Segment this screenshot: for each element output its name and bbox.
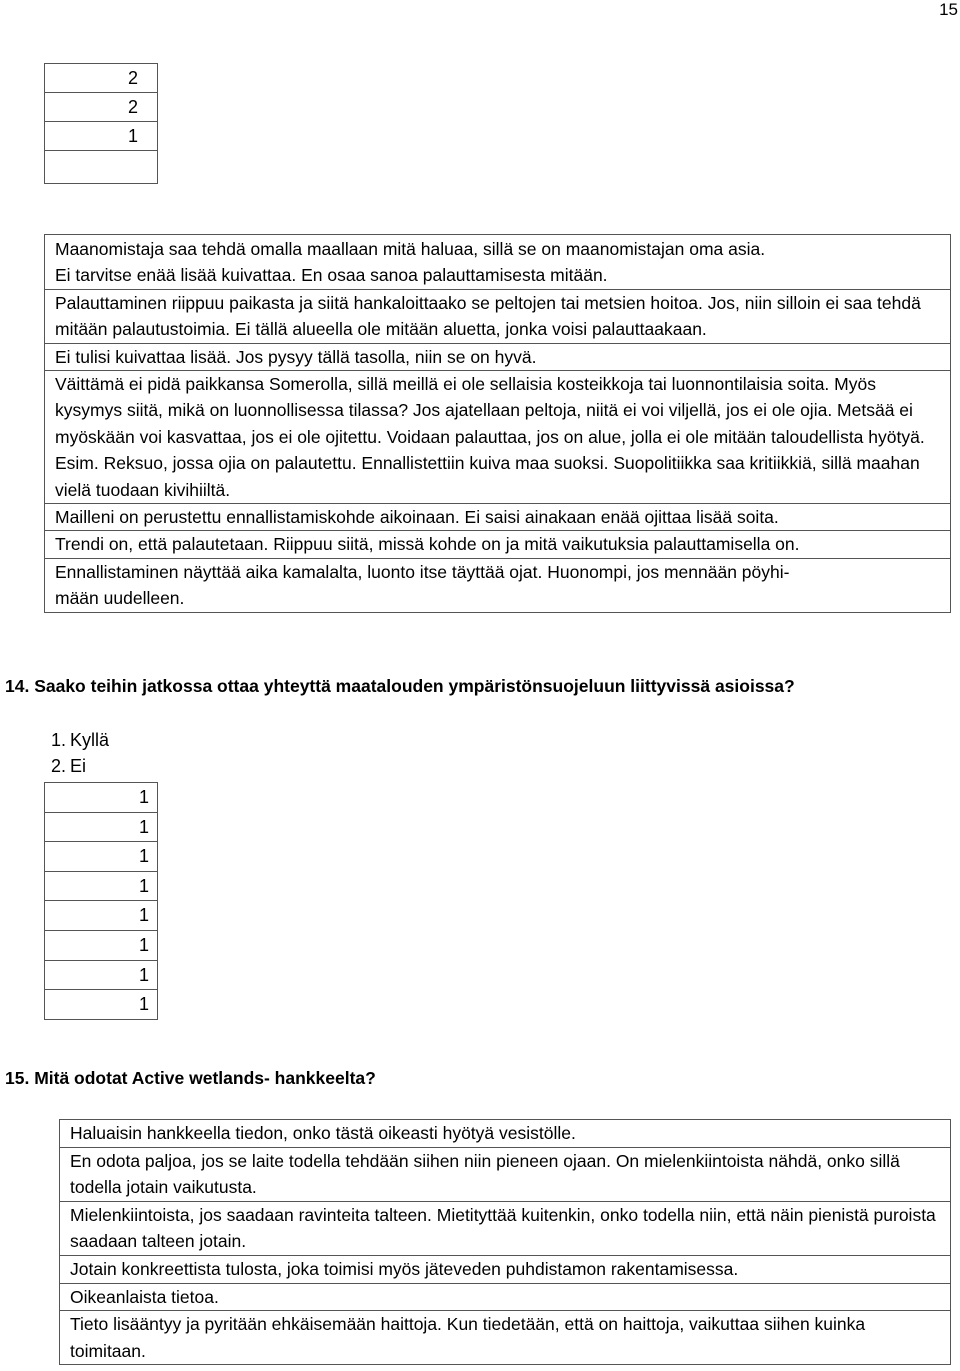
table-cell <box>45 151 158 184</box>
list-item <box>0 727 109 753</box>
response-line: Maanomistaja saa tehdä omalla maallaan mitä haluaa, sillä se on maanomistajan oma asia. <box>55 239 766 259</box>
table-row <box>45 93 158 122</box>
table-row <box>45 842 158 872</box>
responses-table-2 <box>59 1119 951 1365</box>
table-row <box>60 1201 951 1255</box>
table-cell: 1 <box>45 783 158 813</box>
option-label: Kyllä <box>70 730 110 750</box>
response-cell: Haluaisin hankkeella tiedon, onko tästä oikeasti hyötyä vesistölle. <box>60 1120 951 1148</box>
table-row <box>45 558 951 612</box>
table-row <box>45 871 158 901</box>
table-cell: 1 <box>45 930 158 960</box>
table-row <box>45 990 158 1020</box>
answer-count-table-1 <box>44 63 158 184</box>
response-line: Ei tarvitse enää lisää kuivattaa. En osaa sanoa palauttamisesta mitään. <box>55 265 608 286</box>
table-row <box>45 343 951 370</box>
table-cell: 1 <box>45 871 158 901</box>
table-cell: 1 <box>45 812 158 842</box>
response-cell: Oikeanlaista tietoa. <box>60 1283 951 1311</box>
answer-count-table-2 <box>44 782 158 1020</box>
response-cell: Mailleni on perustettu ennallistamiskohde aikoinaan. Ei saisi ainakaan enää ojittaa lisää soita. <box>45 504 951 531</box>
question-14-options <box>0 727 109 779</box>
table-cell: 1 <box>45 990 158 1020</box>
table-row <box>45 504 951 531</box>
response-cell: En odota paljoa, jos se laite todella tehdään siihen niin pieneen ojaan. On mielenkiintoista nähdä, onko sillä todella jotain vaikutusta. <box>60 1147 951 1201</box>
response-line: mään uudelleen. <box>55 588 185 609</box>
table-row <box>45 783 158 813</box>
table-row <box>45 930 158 960</box>
table-cell: 1 <box>45 842 158 872</box>
response-cell: Ei tulisi kuivattaa lisää. Jos pysyy tällä tasolla, niin se on hyvä. <box>45 343 951 370</box>
table-cell: 1 <box>45 960 158 990</box>
response-cell: Trendi on, että palautetaan. Riippuu siitä, missä kohde on ja mitä vaikutuksia palauttamisella on. <box>45 531 951 558</box>
table-cell: 1 <box>45 901 158 931</box>
table-cell: 1 <box>45 122 158 151</box>
table-row <box>45 64 158 93</box>
table-cell: 2 <box>45 93 158 122</box>
page-number: 15 <box>939 0 958 19</box>
table-row <box>45 151 158 184</box>
option-number: 1. <box>50 730 66 750</box>
table-row <box>60 1147 951 1201</box>
table-row <box>60 1120 951 1148</box>
option-number: 2. <box>50 756 66 776</box>
table-row <box>45 289 951 343</box>
table-row <box>45 960 158 990</box>
question-15-heading: 15. Mitä odotat Active wetlands- hankkeelta? <box>5 1068 376 1088</box>
table-row <box>45 235 951 290</box>
response-cell: Väittämä ei pidä paikkansa Somerolla, sillä meillä ei ole sellaisia kosteikkoja tai luonnontilaisia soita. Myös kysymys siitä, mikä on luonnollisessa tilassa? Jos ajatellaan peltoja, niitä ei voi viljellä, jos ei ole ojia. Metsää ei myöskään voi kasvattaa, jos ei ole ojitettu. Voidaan palauttaa, jos on alue, jolla ei ole mitään taloudellista hyötyä. Esim. Reksuo, jossa ojia on palautettu. Ennallistettiin kuiva maa suoksi. Suopolitiikka saa kritiikkiä, sillä maahan vielä tuodaan kivihiiltä. <box>45 371 951 504</box>
table-cell: 2 <box>45 64 158 93</box>
response-cell <box>45 235 951 290</box>
table-row <box>60 1283 951 1311</box>
table-row <box>45 901 158 931</box>
table-row <box>60 1311 951 1365</box>
response-line: Ennallistaminen näyttää aika kamalalta, luonto itse täyttää ojat. Huonompi, jos mennään pöyhi- <box>55 561 790 582</box>
list-item <box>0 753 109 779</box>
table-row <box>45 371 951 504</box>
table-row <box>45 812 158 842</box>
table-row <box>60 1255 951 1283</box>
responses-table-1 <box>44 234 951 613</box>
table-row <box>45 122 158 151</box>
response-cell: Jotain konkreettista tulosta, joka toimisi myös jäteveden puhdistamon rakentamisessa. <box>60 1255 951 1283</box>
response-cell: Tieto lisääntyy ja pyritään ehkäisemään haittoja. Kun tiedetään, että on haittoja, vaikuttaa siihen kuinka toimitaan. <box>60 1311 951 1365</box>
question-14-heading: 14. Saako teihin jatkossa ottaa yhteyttä maatalouden ympäristönsuojeluun liittyvissä asioissa? <box>5 676 795 696</box>
response-cell <box>45 558 951 612</box>
response-cell: Mielenkiintoista, jos saadaan ravinteita talteen. Mietityttää kuitenkin, onko todella niin, että näin pienistä puroista saadaan talteen jotain. <box>60 1201 951 1255</box>
response-cell: Palauttaminen riippuu paikasta ja siitä hankaloittaako se peltojen tai metsien hoitoa. Jos, niin silloin ei saa tehdä mitään palautustoimia. Ei tällä alueella ole mitään aluetta, jonka voisi palauttaakaan. <box>45 289 951 343</box>
table-row <box>45 531 951 558</box>
option-label: Ei <box>70 756 87 776</box>
